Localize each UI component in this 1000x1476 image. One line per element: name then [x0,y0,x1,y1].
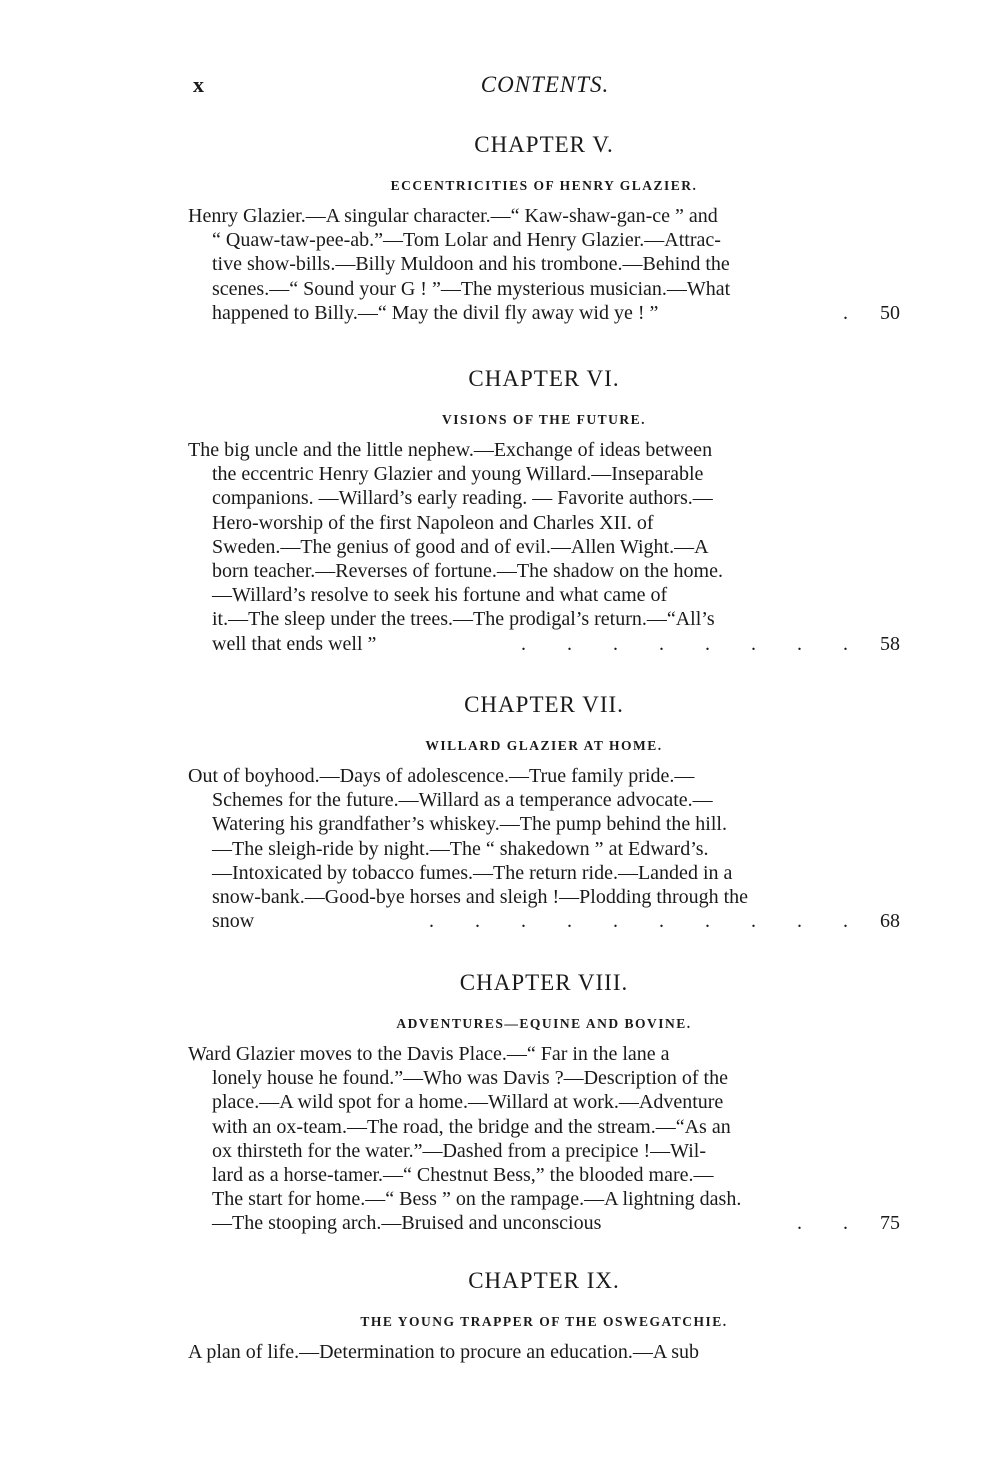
summary-line: born teacher.—Reverses of fortune.—The shadow on the home. [212,559,723,582]
summary-line: snow-bank.—Good-bye horses and sleigh !—Plodding through the [212,885,749,908]
summary-line: Sweden.—The genius of good and of evil.—Allen Wight.—A [212,535,709,558]
chapter-entry [188,966,900,1236]
summary-line: ox thirsteth for the water.”—Dashed from a precipice !—Wil- [212,1139,707,1162]
chapter-title: CHAPTER V. [474,132,614,157]
dot-leader: . . . . . . . . [521,632,866,655]
chapter-title: CHAPTER VI. [468,366,620,391]
summary-line: Ward Glazier moves to the Davis Place.—“ Far in the lane a [188,1043,670,1065]
summary-line: Hero-worship of the first Napoleon and Charles XII. of [212,511,654,534]
summary-line: The start for home.—“ Bess ” on the rampage.—A lightning dash. [212,1188,742,1211]
summary-line: The big uncle and the little nephew.—Exchange of ideas between [188,439,713,461]
running-head [0,72,1000,106]
chapter-page-number: 50 [880,301,900,324]
chapter-subtitle: THE YOUNG TRAPPER OF THE OSWEGATCHIE. [360,1314,728,1329]
chapter-title: CHAPTER IX. [468,1268,620,1293]
running-title: CONTENTS. [480,72,610,97]
chapter-title: CHAPTER VIII. [459,970,629,995]
summary-line: it.—The sleep under the trees.—The prodigal’s return.—“All’s [212,608,715,631]
summary-line: Henry Glazier.—A singular character.—“ Kaw-shaw-gan-ce ” and [188,205,718,227]
chapter-entry [188,688,900,933]
summary-line: well that ends well ” [212,632,377,655]
summary-line: Watering his grandfather’s whiskey.—The pump behind the hill. [212,813,727,836]
summary-line: scenes.—“ Sound your G ! ”—The mysterious musician.—What [212,277,731,300]
chapter-page-number: 58 [880,632,900,655]
chapter-summary [188,764,900,933]
chapter-summary [188,1042,900,1236]
summary-line: —The sleigh-ride by night.—The “ shakedown ” at Edward’s. [212,837,709,860]
chapter-subtitle: ADVENTURES—EQUINE AND BOVINE. [396,1016,692,1031]
chapter-title: CHAPTER VII. [464,692,624,717]
summary-last-line [188,909,900,933]
page-number: x [193,72,204,97]
summary-line: the eccentric Henry Glazier and young Willard.—Inseparable [212,463,704,486]
chapter-entry [188,1264,900,1364]
chapter-subtitle: WILLARD GLAZIER AT HOME. [425,738,663,753]
chapter-entry [188,362,900,656]
chapter-summary [188,438,900,656]
summary-line: —Willard’s resolve to seek his fortune and what came of [212,584,668,607]
summary-line: A plan of life.—Determination to procure an education.—A sub [188,1341,699,1363]
chapter-summary [188,1340,900,1364]
chapter-page-number: 68 [880,910,900,933]
chapter-subtitle: ECCENTRICITIES OF HENRY GLAZIER. [390,178,698,193]
dot-leader: . [843,301,866,324]
summary-line: with an ox-team.—The road, the bridge and the stream.—“As an [212,1115,731,1138]
dot-leader: . . . . . . . . . . [429,910,866,933]
summary-line: Schemes for the future.—Willard as a temperance advocate.— [212,789,713,812]
summary-line: place.—A wild spot for a home.—Willard at work.—Adventure [212,1091,724,1114]
summary-line: happened to Billy.—“ May the divil fly away wid ye ! ” [212,301,659,324]
chapter-page-number: 75 [880,1212,900,1235]
summary-line: tive show-bills.—Billy Muldoon and his trombone.—Behind the [212,253,730,276]
summary-line: companions. —Willard’s early reading. — Favorite authors.— [212,487,713,510]
summary-line: —The stooping arch.—Bruised and unconscious [212,1212,602,1235]
summary-line: snow [212,910,255,933]
summary-line: lard as a horse-tamer.—“ Chestnut Bess,” the blooded mare.— [212,1163,714,1186]
summary-last-line [188,301,900,325]
summary-last-line [188,632,900,656]
summary-line: —Intoxicated by tobacco fumes.—The return ride.—Landed in a [212,861,733,884]
dot-leader: . . [797,1212,866,1235]
chapter-entry [188,128,900,325]
summary-last-line [188,1211,900,1235]
chapter-subtitle: VISIONS OF THE FUTURE. [441,412,647,427]
summary-line: “ Quaw-taw-pee-ab.”—Tom Lolar and Henry Glazier.—Attrac- [212,229,721,252]
summary-line: Out of boyhood.—Days of adolescence.—True family pride.— [188,765,695,787]
summary-line: lonely house he found.”—Who was Davis ?—Description of the [212,1067,728,1090]
chapter-summary [188,204,900,325]
